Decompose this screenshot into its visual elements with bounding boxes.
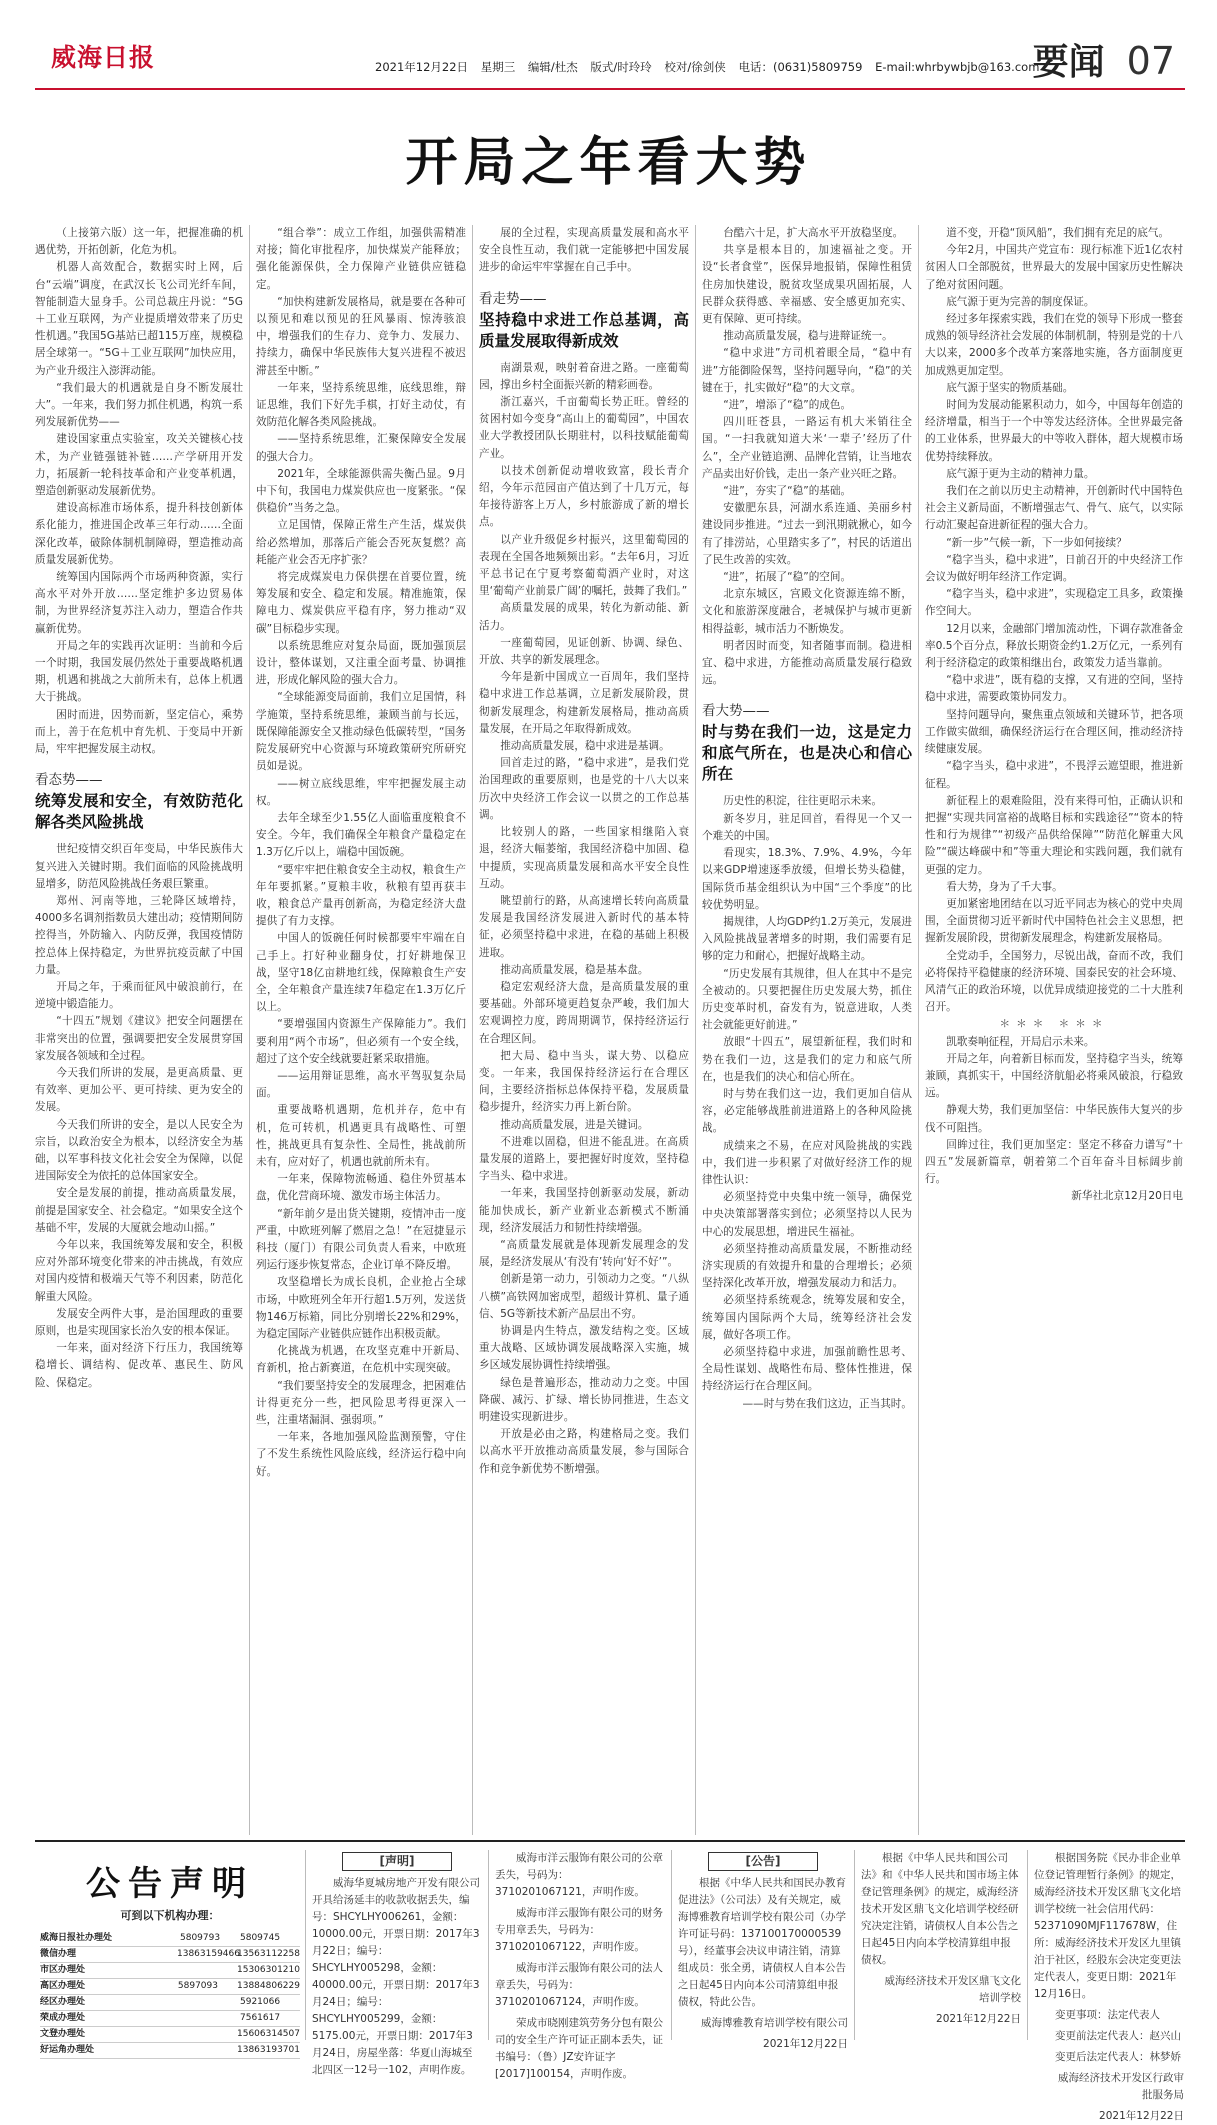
masthead-logo: 威海日报 xyxy=(51,43,156,72)
contact-phone: 电话：(0631)5809759 xyxy=(738,60,863,74)
paragraph: 今天我们所讲的发展，是更高质量、更有效率、更加公平、更可持续、更为安全的发展。 xyxy=(35,1066,243,1114)
paragraph-signoff: ——时与势在我们这边，正当其时。 xyxy=(742,1397,912,1410)
paragraph: 开放是必由之路，构建格局之变。我们以高水平开放推动高质量发展，参与国际合作和竞争新优势不断增强。 xyxy=(479,1428,689,1475)
contact-row xyxy=(40,1979,300,1995)
paragraph: 必须坚持稳中求进，加强前瞻性思考、全局性谋划、战略性布局、整体性推进，保持经济运行在合理区间。 xyxy=(702,1345,912,1393)
paragraph: 立足国情，保障正常生产生活，煤炭供给必然增加，那落后产能会否死灰复燃？高耗能产业会否无序扩张？ xyxy=(256,519,466,566)
paragraph: 中国人的饭碗任何时候都要牢牢端在自己手上。打好种业翻身仗，打好耕地保卫战，坚守18亿亩耕地红线，保障粮食生产安全，全年粮食产量连续7年稳定在1.3万亿斤以上。 xyxy=(256,932,466,1014)
paragraph: 北京东城区，宫殿文化资源连绵不断，文化和旅游深度融合，老城保护与城市更新相得益彰，城市活力不断焕发。 xyxy=(702,588,912,635)
paragraph: 道不变，开稳“顶风船”，我们拥有充足的底气。 xyxy=(946,227,1170,239)
paragraph: 将完成煤炭电力保供摆在首要位置，统筹发展和安全、稳定和发展。精准施策，保障电力、煤炭供应平稳有序，努力推动“双碳”目标稳步实现。 xyxy=(256,571,466,635)
ad-text: 威海市洋云服饰有限公司的财务专用章丢失，号码为：3710201067122，声明作废。 xyxy=(495,1907,663,1953)
paragraph: “高质量发展就是体现新发展理念的发展，是经济发展从‘有没有’转向‘好不好’”。 xyxy=(479,1238,689,1269)
paragraph: 建设高标准市场体系，提升科技创新体系化能力，推进国企改革三年行动……全面深化改革，破除体制机制障碍，塑造推动高质量发展新优势。 xyxy=(35,502,243,566)
paragraph: “稳字当头，稳中求进”，不畏浮云遮望眼，推进新征程。 xyxy=(925,760,1183,790)
contact-phone-2: 13563112258 xyxy=(237,1949,300,1959)
contact-label: 微信办理 xyxy=(40,1949,77,1959)
paragraph: 时间为发展动能累积动力，如今，中国每年创造的经济增量，相当于一个中等发达经济体。全世界最完备的工业体系，世界最大的中等收入群体，超大规模市场优势持续释放。 xyxy=(925,399,1183,463)
issue-date: 2021年12月22日 xyxy=(375,60,469,74)
contact-row xyxy=(40,1963,300,1979)
paragraph: 必须坚持党中央集中统一领导，确保党中央决策部署落实到位；必须坚持以人民为中心的发展思想，增进民生福祉。 xyxy=(702,1191,912,1238)
column-divider xyxy=(918,225,919,1835)
paragraph: 底气源于坚实的物质基础。 xyxy=(946,381,1074,394)
paragraph: 静观大势，我们更加坚信：中华民族伟大复兴的步伐不可阻挡。 xyxy=(925,1104,1183,1134)
contact-phone-1: 5897093 xyxy=(177,1981,218,1991)
ad-text: 荣成市晓刚建筑劳务分包有限公司的安全生产许可证正副本丢失，证书编号：（鲁）JZ安许证字[2017]100154，声明作废。 xyxy=(495,2017,663,2080)
contact-row xyxy=(40,1931,300,1947)
ad-change-item: 变更前法定代表人：赵兴山 xyxy=(1055,2030,1181,2042)
paragraph: 化挑战为机遇，在攻坚克难中开新局、育新机，抢占新赛道，在危机中实现突破。 xyxy=(256,1345,466,1375)
editor-credit: 编辑/杜杰 xyxy=(527,60,578,74)
contact-email: E-mail:whrbywbjb@163.com xyxy=(875,60,1040,74)
paragraph: 绿色是普遍形态，推动动力之变。中国降碳、减污、扩绿、增长协同推进，生态文明建设实现新进步。 xyxy=(479,1376,689,1423)
contact-label: 市区办理处 xyxy=(40,1965,86,1975)
paragraph: 开局之年，于乘而征风中破浪前行，在逆境中锻造能力。 xyxy=(35,980,243,1011)
paragraph: 新冬岁月，驻足回首，看得见一个又一个难关的中国。 xyxy=(702,812,912,842)
ad-column-1 xyxy=(312,1850,482,2076)
section-label xyxy=(1033,34,1175,85)
paragraph: “进”，增添了“稳”的成色。 xyxy=(723,399,852,412)
contact-phone-2: 15306301210 xyxy=(237,1965,300,1975)
paragraph: 全党动手，全国努力，尽锐出战，奋而不改，我们必将保持平稳健康的经济环境、国泰民安的社会环境、风清气正的政治环境，以优异成绩迎接党的二十大胜利召开。 xyxy=(925,949,1183,1014)
paragraph: “要增强国内资源生产保障能力”。我们要利用“两个市场”，但必须有一个安全线，超过了这个安全线就要赶紧采取措施。 xyxy=(256,1018,466,1065)
paragraph: 浙江嘉兴，千亩葡萄长势正旺。曾经的贫困村如今变身“高山上的葡萄园”，中国农业大学教授团队长期驻村，以科技赋能葡萄产业。 xyxy=(479,396,689,460)
ad-column-5 xyxy=(1034,1850,1184,2122)
paragraph: 开局之年，向着新目标而发，坚持稳字当头，统筹兼顾，真抓实干，中国经济航船必将乘风破浪，行稳致远。 xyxy=(925,1052,1183,1100)
contact-row xyxy=(40,2043,300,2059)
paragraph: “稳字当头，稳中求进”，日前召开的中央经济工作会议为做好明年经济工作定调。 xyxy=(925,553,1183,584)
ad-heading: [公告] xyxy=(708,1852,818,1871)
contact-row xyxy=(40,1995,300,2011)
notice-panel xyxy=(40,1850,300,2055)
header-info xyxy=(375,59,1048,75)
page-number: 07 xyxy=(1126,39,1175,83)
contact-phone-2: 13863193701 xyxy=(237,2045,300,2055)
ad-text: 根据国务院《民办非企业单位登记管理暂行条例》的规定，威海经济技术开发区鼎飞文化培训学校统一社会信用代码：52371090MJF117678W，住所：威海经济技术开发区九里镇泊于社区，经股东会决定变更法定代表人，变更日期：2021年12月16日。 xyxy=(1034,1852,1181,2000)
paragraph: 以技术创新促动增收致富，段长青介绍，今年示范园亩产值达到了十几万元，每年接待游客上万人，乡村旅游成了新的增长点。 xyxy=(479,464,689,529)
paragraph: 攻坚稳增长为成长良机，企业抢占全球市场，中欧班列全年开行超1.5万列，发送货物146万标箱，同比分别增长22%和29%，为稳定国际产业链供应链作出积极贡献。 xyxy=(256,1276,466,1340)
paragraph: 眺望前行的路，从高速增长转向高质量发展是我国经济发展进入新时代的基本特征，必须坚持稳中求进，在稳的基础上积极进取。 xyxy=(479,894,689,959)
paragraph: 必须坚持推动高质量发展，不断推动经济实现质的有效提升和量的合理增长；必须坚持深化改革开放，增强发展动力和活力。 xyxy=(702,1242,912,1290)
paragraph: 以产业升级促乡村振兴，这里葡萄园的表现在全国各地频频出彩。“去年6月，习近平总书记在宁夏考察葡萄酒产业时，对这里‘葡萄产业前景广阔’的嘱托，鼓舞了我们。” xyxy=(479,533,689,598)
header-rule xyxy=(35,88,1185,90)
paragraph: 南湖景观，映射着奋进之路。一座葡萄园，撑出乡村全面振兴新的精彩画卷。 xyxy=(479,361,689,391)
ads-rule xyxy=(35,1840,1185,1842)
subhead-text: 时与势在我们一边，这是定力和底气所在，也是决心和信心所在 xyxy=(702,723,912,784)
subhead-text: 统筹发展和安全，有效防范化解各类风险挑战 xyxy=(35,792,243,832)
paragraph: 底气源于更为主动的精神力量。 xyxy=(946,467,1095,480)
ad-date: 2021年12月22日 xyxy=(763,2038,848,2050)
contact-label: 经区办理处 xyxy=(40,1997,86,2007)
paragraph: 开局之年的实践再次证明：当前和今后一个时期，我国发展仍然处于重要战略机遇期，机遇和挑战之大前所未有，总体上机遇大于挑战。 xyxy=(35,639,243,704)
section-subhead xyxy=(479,289,689,352)
paragraph: 新征程上的艰难险阻，没有来得可怕，正确认识和把握“实现共同富裕的战略目标和实践途径”“资本的特性和行为规律”“初级产品供给保障”“防范化解重大风险”“碳达峰碳中和”等重大理论和实践问题，我们就有更强的定力。 xyxy=(925,794,1183,876)
paragraph: 比较别人的路，一些国家相继陷入衰退，经济大幅萎缩，我国经济稳中加固、稳中提质，实现高质量发展和高水平安全良性互动。 xyxy=(479,826,689,890)
paragraph: 协调是内生特点，激发结构之变。区域重大战略、区域协调发展战略深入实施，城乡区域发展协调性持续增强。 xyxy=(479,1324,689,1372)
section-stars: ＊＊＊ ＊＊＊ xyxy=(999,1018,1109,1031)
paragraph: 建设国家重点实验室，攻关关键核心技术，为产业链强链补链……产学研用开发力，拓展新一轮科技革命和产业变革机遇，塑造创新驱动发展新优势。 xyxy=(35,433,243,498)
paragraph: 安全是发展的前提，推动高质量发展，前提是国家安全、社会稳定。“如果安全这个基础不牢，发展的大厦就会地动山摇。” xyxy=(35,1187,243,1234)
paragraph: 共享是根本目的，加速福祉之变。开设“长者食堂”，医保异地报销，保障性租赁住房加快建设，脱贫攻坚成果巩固拓展，人民群众获得感、幸福感、安全感更加充实、更有保障、更可持续。 xyxy=(702,244,912,326)
paragraph: “历史发展有其规律，但人在其中不是完全被动的。只要把握住历史发展大势，抓住历史变革时机，奋发有为，锐意进取，人类社会就能更好前进。” xyxy=(702,967,912,1032)
ad-company: 威海博雅教育培训学校有限公司 xyxy=(701,2017,848,2029)
ad-column-2 xyxy=(495,1850,665,2080)
ad-heading: [声明] xyxy=(342,1852,452,1871)
paragraph: 时与势在我们这一边，我们更加自信从容，必定能够战胜前进道路上的各种风险挑战。 xyxy=(702,1087,912,1135)
paragraph: “我们最大的机遇就是自身不断发展壮大”。一年来，我们努力抓住机遇，构筑一系列发展新优势—— xyxy=(35,381,243,429)
ad-divider xyxy=(671,1850,672,2040)
paragraph: 发展安全两件大事，是治国理政的重要原则，也是实现国家长治久安的根本保证。 xyxy=(35,1307,243,1337)
paragraph: 推动高质量发展，稳与进辩证统一。 xyxy=(723,330,893,343)
paragraph: “进”，夯实了“稳”的基础。 xyxy=(723,485,852,498)
contact-label: 威海日报社办理处 xyxy=(40,1933,113,1943)
page-title: 开局之年看大势 xyxy=(405,132,812,193)
contact-phone-1 xyxy=(178,2043,237,2058)
paragraph: 今年2月，中国共产党宣布：现行标准下近1亿农村贫困人口全部脱贫，世界最大的发展中国家历史性解决了绝对贫困问题。 xyxy=(925,244,1183,291)
contact-label: 好运角办理处 xyxy=(40,2045,95,2055)
paragraph: 不进难以固稳，但进不能乱进。在高质量发展的道路上，要把握好时度效，坚持稳字当头、稳中求进。 xyxy=(479,1135,689,1183)
contact-phone-1: 13863159466 xyxy=(177,1949,240,1959)
paragraph: ——树立底线思维，牢牢把握发展主动权。 xyxy=(256,777,466,807)
article-column-2 xyxy=(256,225,466,1835)
ad-date: 2021年12月22日 xyxy=(1099,2110,1184,2122)
ad-divider xyxy=(854,1850,855,2040)
column-divider xyxy=(249,225,250,1835)
paragraph: “我们要坚持安全的发展理念，把困难估计得更充分一些，把风险思考得更深入一些，注重堵漏洞、强弱项。” xyxy=(256,1379,466,1427)
contact-label: 荣成办理处 xyxy=(40,2013,86,2023)
section-name: 要闻 xyxy=(1032,42,1105,83)
notice-subtitle: 可到以下机构办理： xyxy=(120,1909,220,1922)
paragraph: 安徽肥东县，河湖水系连通、美丽乡村建设同步推进。“过去一到汛期就揪心，如今有了排涝站，心里踏实多了”，村民的话道出了民生改善的实效。 xyxy=(702,502,912,566)
paragraph: 历史性的积淀，往往更昭示未来。 xyxy=(723,795,883,808)
article-column-5 xyxy=(925,225,1183,1835)
ad-company: 威海经济技术开发区鼎飞文化培训学校 xyxy=(884,1975,1021,2004)
ad-date: 2021年12月22日 xyxy=(936,2013,1021,2025)
paragraph: “进”，拓展了“稳”的空间。 xyxy=(723,571,852,584)
ad-divider xyxy=(305,1850,306,2040)
ad-text: 威海市洋云服饰有限公司的法人章丢失，号码为：3710201067124，声明作废。 xyxy=(495,1962,663,2008)
contact-table xyxy=(40,1931,300,2059)
section-subhead xyxy=(702,701,912,785)
ad-text: 威海华夏城房地产开发有限公司开具给汤延丰的收款收据丢失，编号：SHCYLHY006261，金额：10000.00元，开票日期：2017年3月22日；编号：SHCYLHY005298，金额：40000.00元，开票日期：2017年3月24日；编号：SHCYLHY005299，金额：5175.00元，开票日期：2017年3月24日，房屋坐落：华夏山海城至北四区一12号一102，声明作废。 xyxy=(312,1877,480,2076)
paragraph: 四川旺苍县，一路运有机大米销往全国。“一扫我就知道大米‘一辈子’经历了什么”，全产业链追溯、品牌化营销，让当地农产品卖出好价钱，走出一条产业兴旺之路。 xyxy=(702,416,912,480)
paragraph: 12月以来，金融部门增加流动性，下调存款准备金率0.5个百分点，释放长期资金约1.2万亿元，一系列有利于经济稳定的政策相继出台，政策发力适当靠前。 xyxy=(925,622,1183,670)
subhead-text: 坚持稳中求进工作总基调，高质量发展取得新成效 xyxy=(479,310,689,350)
paragraph: 机器人高效配合，数据实时上网，后台“云端”调度，在武汉长飞公司光纤车间，智能制造大显身手。公司总裁庄丹说：“5G＋工业互联网，为产业提质增效带来了历史性机遇。”我国5G基站已超115万座，规模稳居全球第一。“5G＋工业互联网”加快应用，为产业升级注入澎湃动能。 xyxy=(35,261,243,377)
paragraph: 今天我们所讲的安全，是以人民安全为宗旨，以政治安全为根本，以经济安全为基础，以军事科技文化社会安全为保障，以促进国际安全为依托的总体国家安全。 xyxy=(35,1118,243,1183)
paragraph: 看现实，18.3%、7.9%、4.9%，今年以来GDP增速逐季放缓，但增长势头稳健，国际货币基金组织认为中国“三个季度”的比较优势明显。 xyxy=(702,847,912,911)
paragraph: 高质量发展的成果，转化为新动能、新活力。 xyxy=(479,602,689,632)
paragraph: 创新是第一动力，引领动力之变。“八纵八横”高铁网加密成型，超级计算机、量子通信、5G等新技术新产品层出不穷。 xyxy=(479,1273,689,1320)
paragraph: “要牢牢把住粮食安全主动权，粮食生产年年要抓紧。”夏粮丰收，秋粮有望再获丰收，粮食总产量再创新高，为稳定经济大盘提供了有力支撑。 xyxy=(256,863,466,928)
paragraph: “组合拳”：成立工作组，加强供需精准对接；简化审批程序，加快煤炭产能释放；强化能源保供，全力保障产业链供应链稳定。 xyxy=(256,227,466,291)
paragraph: 回眸过往，我们更加坚定：坚定不移奋力谱写“十四五”发展新篇章，朝着第二个百年奋斗目标阔步前行。 xyxy=(925,1138,1183,1186)
paragraph: 一年来，坚持系统思维，底线思维，辩证思维，我们下好先手棋，打好主动仗，有效防范化解各类风险挑战。 xyxy=(256,381,466,429)
article-column-3 xyxy=(479,225,689,1835)
contact-phone-2: 13884806229 xyxy=(237,1981,300,1991)
paragraph: “稳字当头，稳中求进”，实现稳定工具多，政策操作空间大。 xyxy=(925,588,1183,618)
paragraph: 放眼“十四五”，展望新征程，我们时和势在我们一边，这是我们的定力和底气所在，也是我们的决心和信心所在。 xyxy=(702,1036,912,1083)
paragraph: 一年来，我国坚持创新驱动发展，新动能加快成长，新产业新业态新模式不断涌现，经济发展活力和韧性持续增强。 xyxy=(479,1187,689,1234)
ad-change-item: 变更事项：法定代表人 xyxy=(1055,2009,1160,2021)
paragraph: 经过多年探索实践，我们在党的领导下形成一整套成熟的领导经济社会发展的体制机制，特别是党的十八大以来，2000多个改革方案落地实施，各方面制度更加成熟更加定型。 xyxy=(925,313,1183,377)
paragraph: “稳中求进”方司机着眼全局，“稳中有进”方能御险保驾，坚持问题导向，“稳”的关键在于，扎实做好“稳”的大文章。 xyxy=(702,347,912,394)
paragraph: 今年是新中国成立一百周年，我们坚持稳中求进工作总基调，立足新发展阶段，贯彻新发展理念，构建新发展格局，推动高质量发展，在开局之年取得新成效。 xyxy=(479,671,689,735)
paragraph: “新年前夕是出货关键期，疫情冲击一度严重，中欧班列解了燃眉之急！”在冠捷显示科技（厦门）有限公司负责人看来，中欧班列运行逐步恢复常态，企业订单不降反增。 xyxy=(256,1207,466,1272)
contact-phone-1 xyxy=(178,1963,237,1978)
subhead-prefix: 看态势—— xyxy=(35,772,103,789)
paragraph: 郑州、河南等地，三轮降区域增持，4000多名调剂指数员大建出动；疫情期间防控得当，外防输入、内防反弹，我国疫情防控总体上保持稳定，为世界抗疫贡献了中国力量。 xyxy=(35,894,243,976)
contact-label: 高区办理处 xyxy=(40,1981,86,1991)
paragraph: 今年以来，我国统筹发展和安全，积极应对外部环境变化带来的冲击挑战，有效应对国内疫情和极端天气等不利因素，防范化解重大风险。 xyxy=(35,1238,243,1303)
paragraph: 一年来，各地加强风险监测预警，守住了不发生系统性风险底线，经济运行稳中向好。 xyxy=(256,1431,466,1478)
paragraph: 一年来，面对经济下行压力，我国统筹稳增长、调结构、促改革、惠民生、防风险、保稳定。 xyxy=(35,1342,243,1389)
notice-title: 公告声明 xyxy=(86,1864,254,1904)
paragraph: 重要战略机遇期，危机并存，危中有机，危可转机，机遇更具有战略性、可塑性，挑战更具有复杂性、全局性，挑战前所未有，应对好了，机遇也就前所未有。 xyxy=(256,1104,466,1168)
section-subhead xyxy=(35,770,243,833)
paragraph: 统筹国内国际两个市场两种资源，实行高水平对外开放……坚定维护多边贸易体制，为世界经济复苏注入动力，塑造合作共赢新优势。 xyxy=(35,571,243,635)
contact-phone-2: 7561617 xyxy=(240,2013,281,2023)
contact-row xyxy=(40,2011,300,2027)
paragraph: “十四五”规划《建议》把安全问题摆在非常突出的位置，强调要把安全发展贯穿国家发展各领域和全过程。 xyxy=(35,1015,243,1062)
paragraph: 看大势，身为了千大事。 xyxy=(946,880,1063,893)
paragraph: 推动高质量发展，稳中求进是基调。 xyxy=(500,740,670,753)
paragraph: 一座葡萄园，见证创新、协调、绿色、开放、共享的新发展理念。 xyxy=(479,636,689,667)
paragraph: 推动高质量发展，稳是基本盘。 xyxy=(500,963,649,976)
contact-phone-1 xyxy=(180,2011,240,2026)
paragraph: 去年全球至少1.55亿人面临重度粮食不安全。今年，我们确保全年粮食产量稳定在1.3万亿斤以上，端稳中国饭碗。 xyxy=(256,811,466,859)
paragraph: “新一步”气候一新，下一步如何接续？ xyxy=(946,536,1127,549)
paragraph: 必须坚持系统观念，统筹发展和安全，统筹国内国际两个大局，统筹经济社会发展，做好各项工作。 xyxy=(702,1294,912,1341)
contact-phone-2: 5921066 xyxy=(240,1997,281,2007)
paragraph: 回首走过的路，“稳中求进”，是我们党治国理政的重要原则，也是党的十八大以来历次中央经济工作会议一以贯之的工作总基调。 xyxy=(479,757,689,821)
article-column-1 xyxy=(35,225,243,2075)
paragraph: 一年来，保障物流畅通、稳住外贸基本盘，优化营商环境、激发市场主体活力。 xyxy=(256,1173,466,1203)
proof-credit: 校对/徐剑侠 xyxy=(664,60,726,74)
paragraph: 以系统思维应对复杂局面，既加强顶层设计，整体谋划，又注重全面考量、协调推进，形成化解风险的强大合力。 xyxy=(256,639,466,687)
paragraph: 2021年，全球能源供需失衡凸显。9月中下旬，我国电力煤炭供应也一度紧张。“保供稳价”当务之急。 xyxy=(256,467,466,515)
ad-text: 根据《中华人民共和国民办教育促进法》（公司法）及有关规定，威海博雅教育培训学校有限公司（办学许可证号码：137100170000539号），经董事会决议申请注销，清算组成员：张全勇，请债权人自本公告之日起45日内向本公司清算组申报债权，特此公告。 xyxy=(678,1877,846,2008)
column-divider xyxy=(472,225,473,1835)
paragraph: （上接第六版）这一年，把握准确的机遇优势，开拓创新，化危为机。 xyxy=(35,227,243,257)
contact-phone-1 xyxy=(180,1995,240,2010)
ad-divider xyxy=(488,1850,489,2040)
issue-weekday: 星期三 xyxy=(480,60,516,74)
paragraph: 底气源于更为完善的制度保证。 xyxy=(946,295,1095,308)
contact-phone-1 xyxy=(178,2027,237,2042)
paragraph: 台酷六十足，扩大高水平开放稳坚度。 xyxy=(723,227,904,239)
paragraph: 揭规律，人均GDP约1.2万美元，发展进入风险挑战显著增多的时期，我们需要有足够的定力和耐心，把握好战略主动。 xyxy=(702,915,912,963)
ad-column-3 xyxy=(678,1850,848,2050)
paragraph: 稳定宏观经济大盘，是高质量发展的重要基础。外部环境更趋复杂严峻，我们加大宏观调控力度，跨周期调节，保持经济运行在合理区间。 xyxy=(479,980,689,1045)
paragraph: 世纪疫情交织百年变局，中华民族伟大复兴进入关键时期。我们面临的风险挑战明显增多，防范风险挑战任务艰巨繁重。 xyxy=(35,843,243,890)
paragraph: 推动高质量发展，进是关键词。 xyxy=(500,1118,649,1131)
ad-text: 根据《中华人民共和国公司法》和《中华人民共和国市场主体登记管理条例》的规定，威海经济技术开发区鼎飞文化培训学校经研究决定注销，请债权人自本公告之日起45日内向本学校清算组申报债权。 xyxy=(861,1852,1019,1966)
paragraph: 更加紧密地团结在以习近平同志为核心的党中央周围，全面贯彻习近平新时代中国特色社会主义思想，把握新发展阶段，贯彻新发展理念，构建新发展格局。 xyxy=(925,897,1183,945)
subhead-prefix: 看大势—— xyxy=(702,703,770,720)
paragraph: 成绩来之不易，在应对风险挑战的实践中，我们进一步积累了对做好经济工作的规律性认识： xyxy=(702,1139,912,1186)
contact-phone-2: 5809745 xyxy=(240,1933,281,1943)
paragraph: “稳中求进”，既有稳的支撑，又有进的空间，坚持稳中求进，需要政策协同发力。 xyxy=(925,674,1183,704)
paragraph: “加快构建新发展格局，就是要在各种可以预见和难以预见的狂风暴雨、惊涛骇浪中，增强我们的生存力、竞争力、发展力、持续力，确保中华民族伟大复兴进程不被迟滞甚至中断。” xyxy=(256,295,466,377)
ad-company: 威海经济技术开发区行政审批服务局 xyxy=(1058,2072,1184,2101)
contact-row xyxy=(40,1947,300,1963)
ad-divider xyxy=(1027,1850,1028,2040)
article-column-4 xyxy=(702,225,912,1835)
paragraph: “全球能源变局面前，我们立足国情，科学施策，坚持系统思维，兼顾当前与长远，既保障能源安全又推动绿色低碳转型，“国务院发展研究中心资源与环境政策研究所研究员如是说。 xyxy=(256,691,466,773)
paragraph: 明者因时而变，知者随事而制。稳进相宜、稳中求进，方能推动高质量发展行稳致远。 xyxy=(702,639,912,687)
contact-phone-1: 5809793 xyxy=(180,1933,221,1943)
contact-phone-2: 15606314507 xyxy=(237,2029,300,2039)
paragraph: 展的全过程，实现高质量发展和高水平安全良性互动，我们就一定能够把中国发展进步的命运牢牢掌握在自己手中。 xyxy=(479,227,689,274)
paragraph: 困时而进，因势而新，坚定信心，乘势而上，善于在危机中育先机、于变局中开新局，牢牢把握发展主动权。 xyxy=(35,708,243,756)
ad-change-item: 变更后法定代表人：林梦娇 xyxy=(1055,2051,1181,2063)
paragraph: ——坚持系统思维，汇聚保障安全发展的强大合力。 xyxy=(256,433,466,463)
contact-label: 文登办理处 xyxy=(40,2029,86,2039)
paragraph: ——运用辩证思维，高水平驾驭复杂局面。 xyxy=(256,1069,466,1100)
designer-credit: 版式/时玲玲 xyxy=(590,60,652,74)
paragraph: 坚持问题导向，聚焦重点领域和关键环节，把各项工作做实做细，确保经济运行在合理区间，推动经济持续健康发展。 xyxy=(925,708,1183,756)
ad-column-4 xyxy=(861,1850,1021,2040)
subhead-prefix: 看走势—— xyxy=(479,290,547,307)
paragraph: 我们在之前以历史主动精神，开创新时代中国特色社会主义新局面，不断增强志气、骨气、底气，以实际行动汇聚起奋进新征程的强大合力。 xyxy=(925,485,1183,532)
ad-text: 威海市洋云服饰有限公司的公章丢失，号码为：3710201067121，声明作废。 xyxy=(495,1852,663,1898)
paragraph: 凯歌奏响征程，开局启示未来。 xyxy=(946,1035,1095,1048)
contact-row xyxy=(40,2027,300,2043)
column-divider xyxy=(695,225,696,1835)
dateline: 新华社北京12月20日电 xyxy=(1071,1190,1183,1203)
paragraph: 把大局、稳中当头，谋大势、以稳应变。一年来，我国保持经济运行在合理区间，主要经济指标总体保持平稳，发展质量稳步提升，经济实力再上新台阶。 xyxy=(479,1049,689,1114)
